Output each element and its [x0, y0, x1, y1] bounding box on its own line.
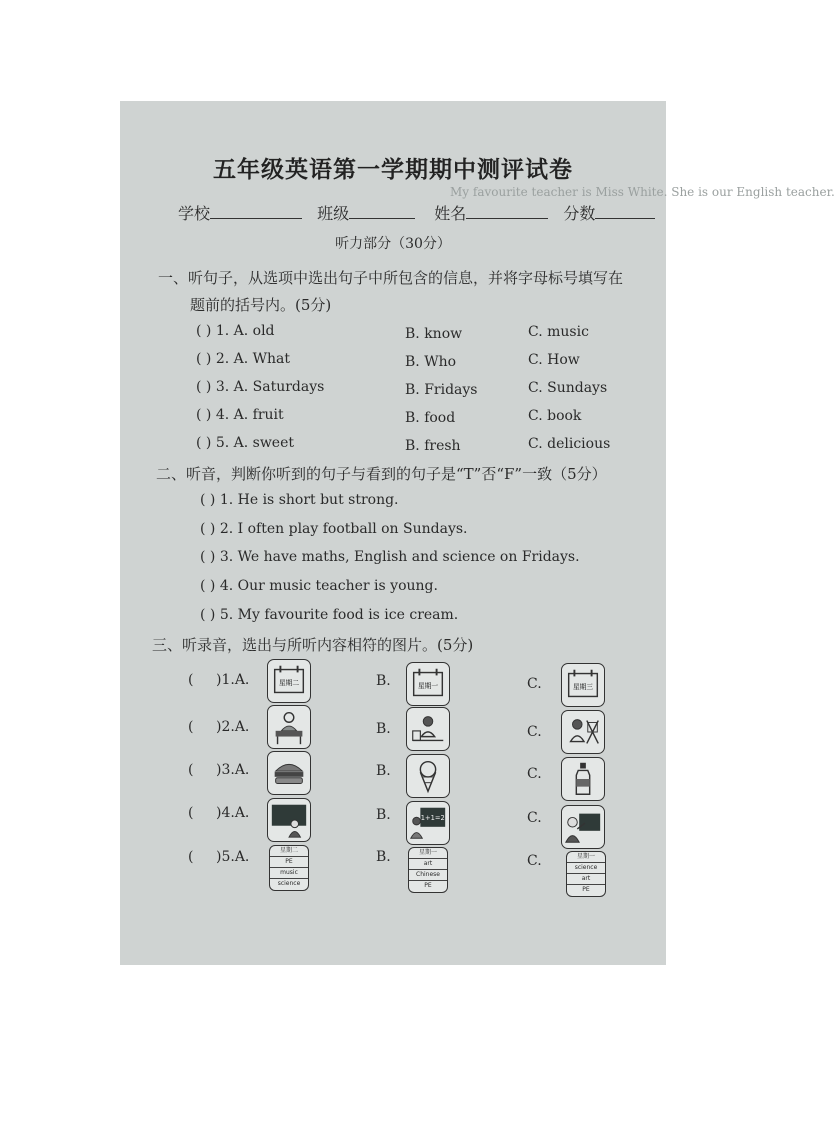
- s2-q1: ( ) 1. He is short but strong.: [200, 492, 399, 508]
- exam-sheet: [120, 101, 835, 965]
- s1-q3-c: C. Sundays: [528, 380, 608, 396]
- schedule-a-subject-1: PE: [270, 857, 308, 868]
- s1-q5-c: C. delicious: [528, 436, 611, 452]
- s3-q2-paren: (: [188, 719, 194, 735]
- s3-q4-c: C.: [527, 810, 542, 826]
- board-text: 1+1=2: [420, 814, 445, 823]
- bleed-through-text: My favourite teacher is Miss White. She is our English teacher.: [450, 185, 835, 199]
- s1-q2-a: ( ) 2. A. What: [196, 351, 291, 367]
- schedule-b-subject-2: Chinese: [409, 870, 447, 881]
- person-reading-picture[interactable]: [406, 707, 450, 751]
- schedule-a-day: 星期二: [270, 846, 308, 857]
- listening-header: 听力部分（30分）: [335, 236, 451, 252]
- class-blank[interactable]: [349, 204, 415, 219]
- s3-q1-c: C.: [527, 676, 542, 692]
- student-desk-icon: [268, 706, 310, 748]
- s3-q1-paren: (: [188, 672, 194, 688]
- s3-q1-label: )1.A.: [216, 672, 250, 688]
- s3-q4-b: B.: [376, 807, 391, 823]
- s3-q4-label: )4.A.: [216, 805, 250, 821]
- calendar-label: 星期二: [278, 678, 300, 687]
- s3-q5-paren: (: [188, 849, 194, 865]
- ice-cream-picture[interactable]: [406, 754, 450, 798]
- s1-q4-a: ( ) 4. A. fruit: [196, 407, 284, 423]
- schedule-c-day: 星期一: [567, 852, 605, 863]
- school-label: 学校: [178, 204, 211, 223]
- schedule-b-subject-1: art: [409, 859, 447, 870]
- calendar-icon: [268, 660, 310, 702]
- schedule-c-picture[interactable]: [566, 851, 606, 897]
- s3-q5-label: )5.A.: [216, 849, 250, 865]
- schedule-c-subject-2: art: [567, 874, 605, 885]
- calendar-label: 星期三: [572, 682, 594, 691]
- class-label: 班级: [317, 204, 350, 223]
- s3-q5-b: B.: [376, 849, 391, 865]
- s1-q3-a: ( ) 3. A. Saturdays: [196, 379, 325, 395]
- teacher-board-icon: [268, 799, 310, 841]
- s1-q2-c: C. How: [528, 352, 580, 368]
- section2-instruction: 二、听音，判断你听到的句子与看到的句子是“T”否“F”一致（5分）: [156, 465, 607, 483]
- painting-girl-icon: [562, 711, 604, 753]
- schedule-a-subject-3: science: [277, 880, 301, 887]
- bottle-icon: [562, 758, 604, 800]
- student-info-row: [178, 201, 655, 224]
- section1-instruction-line2: 题前的括号内。(5分): [190, 296, 332, 314]
- s3-q3-b: B.: [376, 763, 391, 779]
- teacher-at-board-picture[interactable]: [267, 798, 311, 842]
- s3-q2-c: C.: [527, 724, 542, 740]
- schedule-c-subject-3: PE: [582, 886, 590, 893]
- s1-q2-b: B. Who: [405, 354, 457, 370]
- teacher-pointing-picture[interactable]: [561, 805, 605, 849]
- calendar-tuesday-picture[interactable]: [267, 659, 311, 703]
- math-board-icon: [407, 802, 449, 844]
- drink-bottle-picture[interactable]: [561, 757, 605, 801]
- schedule-b-subject-3: PE: [424, 882, 432, 889]
- s1-q1-a: ( ) 1. A. old: [196, 323, 275, 339]
- calendar-label: 星期一: [417, 681, 439, 690]
- schedule-b-picture[interactable]: [408, 847, 448, 893]
- section3-instruction: 三、听录音，选出与所听内容相符的图片。(5分): [152, 636, 474, 654]
- score-blank[interactable]: [595, 204, 655, 219]
- s2-q3: ( ) 3. We have maths, English and science on Fridays.: [200, 549, 580, 565]
- s1-q4-b: B. food: [405, 410, 456, 426]
- s3-q3-label: )3.A.: [216, 762, 250, 778]
- calendar-monday-picture[interactable]: [406, 662, 450, 706]
- s1-q4-c: C. book: [528, 408, 582, 424]
- s3-q5-c: C.: [527, 853, 542, 869]
- name-blank[interactable]: [466, 204, 548, 219]
- schedule-a-subject-2: music: [270, 868, 308, 879]
- page-title: 五年级英语第一学期期中测评试卷: [213, 156, 573, 183]
- schedule-b-day: 星期一: [409, 848, 447, 859]
- hamburger-picture[interactable]: [267, 751, 311, 795]
- s2-q2: ( ) 2. I often play football on Sundays.: [200, 521, 468, 537]
- s3-q4-paren: (: [188, 805, 194, 821]
- schedule-c-subject-1: science: [567, 863, 605, 874]
- s3-q3-paren: (: [188, 762, 194, 778]
- s1-q3-b: B. Fridays: [405, 382, 478, 398]
- s1-q5-a: ( ) 5. A. sweet: [196, 435, 295, 451]
- s3-q2-label: )2.A.: [216, 719, 250, 735]
- s1-q1-b: B. know: [405, 326, 463, 342]
- score-label: 分数: [563, 204, 596, 223]
- person-at-desk-picture[interactable]: [267, 705, 311, 749]
- girl-painting-picture[interactable]: [561, 710, 605, 754]
- student-math-board-picture[interactable]: [406, 801, 450, 845]
- teacher-pointing-icon: [562, 806, 604, 848]
- ice-cream-icon: [407, 755, 449, 797]
- schedule-a-picture[interactable]: [269, 845, 309, 891]
- s3-q2-b: B.: [376, 721, 391, 737]
- s1-q1-c: C. music: [528, 324, 589, 340]
- reading-girl-icon: [407, 708, 449, 750]
- school-blank[interactable]: [210, 204, 302, 219]
- section1-instruction-line1: 一、听句子，从选项中选出句子中所包含的信息，并将字母标号填写在: [158, 269, 624, 287]
- name-label: 姓名: [434, 204, 467, 223]
- s2-q4: ( ) 4. Our music teacher is young.: [200, 578, 438, 594]
- calendar-wednesday-picture[interactable]: [561, 663, 605, 707]
- s3-q1-b: B.: [376, 673, 391, 689]
- s1-q5-b: B. fresh: [405, 438, 461, 454]
- hamburger-icon: [268, 752, 310, 794]
- calendar-icon: [407, 663, 449, 705]
- s3-q3-c: C.: [527, 766, 542, 782]
- s2-q5: ( ) 5. My favourite food is ice cream.: [200, 607, 459, 623]
- calendar-icon: [562, 664, 604, 706]
